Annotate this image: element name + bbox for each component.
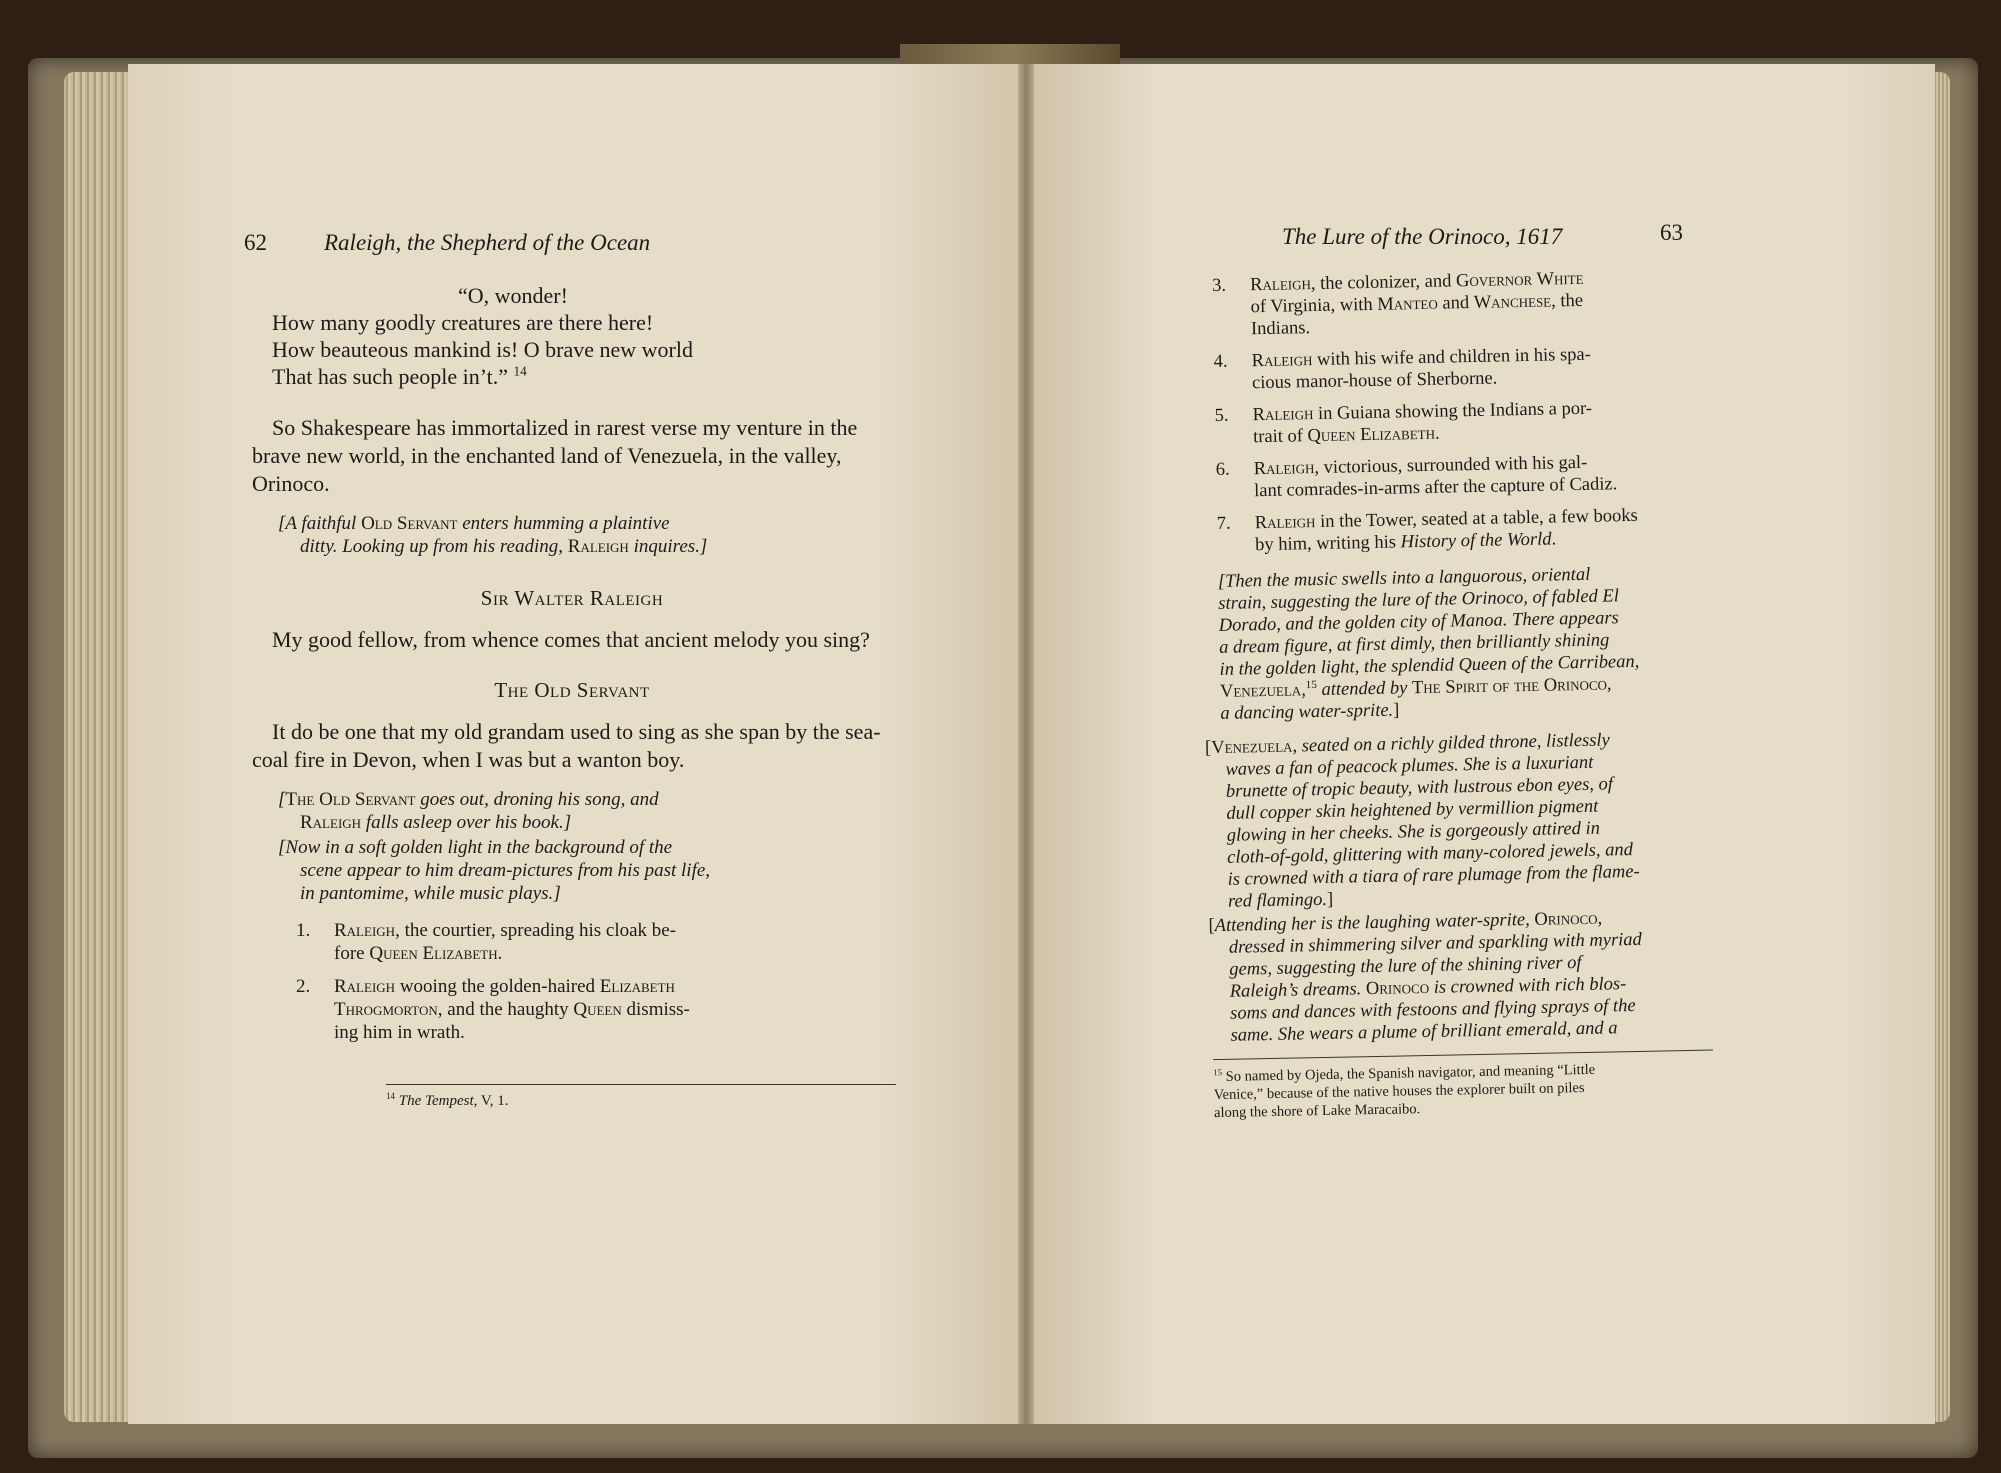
stage-direction: [Then the music swells into a languorous, oriental strain, suggesting the lure of the Orinoco, of fabled El Dorado, and the golden city of Manoa. There appears a dream figure, at first dimly, then brilliantly shining in the golden light, the splendid Queen of the Carribean, Venezuela,$^{15}$ attended by The Spirit of the Orinoco, a dancing water-sprite.] <box>1217 564 1640 724</box>
book-gutter <box>1018 64 1034 1424</box>
footnote: $^{15}$ So named by Ojeda, the Spanish navigator, and meaning “Little Venice,” because of the native houses the explorer built on piles along the shore of Lake Maracaibo. <box>1213 1061 1596 1122</box>
scene-list <box>252 919 892 1044</box>
poem-line: That has such people in’t.” $^{14}$ <box>272 363 527 389</box>
poem-quote <box>272 282 892 390</box>
paragraph: My good fellow, from whence comes that ancient melody you sing? <box>272 627 870 652</box>
paragraph: So Shakespeare has immortalized in rarest verse my venture in the brave new world, in the enchanted land of Venezuela, in the valley, Orinoco. <box>252 415 858 496</box>
poem-line: How many goodly creatures are there here! <box>272 310 654 335</box>
left-page-number: 62 <box>244 230 267 255</box>
right-page-body <box>1204 266 1708 1122</box>
list-item: 6. Raleigh, victorious, surrounded with his gal- lant comrades-in-arms after the capture of Cadiz. <box>1215 452 1618 502</box>
poem-line: How beauteous mankind is! O brave new world <box>272 337 693 362</box>
right-page-number: 63 <box>1660 220 1683 245</box>
footnote-ref: 14 <box>513 363 527 379</box>
list-item: 7. Raleigh in the Tower, seated at a table, a few books by him, writing his History of the World. <box>1216 505 1638 556</box>
footnote: $^{14}$ The Tempest, V, 1. <box>386 1091 509 1109</box>
list-item: 2. Raleigh wooing the golden-haired Elizabeth Throgmorton, and the haughty Queen dismiss- ing him in wrath. <box>296 976 690 1043</box>
stage-direction: [The Old Servant goes out, droning his song, and Raleigh falls asleep over his book.] <box>278 789 659 833</box>
poem-line: “O, wonder! <box>458 283 568 308</box>
footnote-divider <box>386 1084 896 1085</box>
book-spine <box>900 44 1120 66</box>
stage-direction: [A faithful Old Servant enters humming a plaintive ditty. Looking up from his reading, Raleigh inquires.] <box>278 513 708 557</box>
left-page-body <box>252 282 892 1044</box>
left-header-title: Raleigh, the Shepherd of the Ocean <box>324 230 651 255</box>
scene-list <box>1212 266 1697 557</box>
list-item: 3. Raleigh, the colonizer, and Governor White of Virginia, with Manteo and Wanchese, the Indians. <box>1212 268 1584 340</box>
right-header-title: The Lure of the Orinoco, 1617 <box>1282 224 1563 249</box>
stage-direction: [Venezuela, seated on a richly gilded throne, listlessly waves a fan of peacock plumes. She is a luxuriant brunette of tropic beauty, with lustrous ebon eyes, of dull copper skin heightened by vermillion pigment glowing in her cheeks. She is gorgeously attired in cloth-of-gold, glittering with many-colored jewels, and is crowned with a tiara of rare plumage from the flame- red flamingo.] <box>1204 730 1640 912</box>
list-item: 1. Raleigh, the courtier, spreading his cloak be- fore Queen Elizabeth. <box>296 920 677 964</box>
footnote-divider <box>1213 1050 1713 1061</box>
list-item: 5. Raleigh in Guiana showing the Indians a por- trait of Queen Elizabeth. <box>1214 398 1593 448</box>
stage-direction: [Now in a soft golden light in the background of the scene appear to him dream-pictures from his past life, in pantomime, while music plays.] <box>278 837 711 904</box>
list-item: 4. Raleigh with his wife and children in his spa- cious manor-house of Sherborne. <box>1213 344 1591 394</box>
stage-direction: [Attending her is the laughing water-sprite, Orinoco, dressed in shimmering silver and sparkling with myriad gems, suggesting the lure of the shining river of Raleigh’s dreams. Orinoco is crowned with rich blos- soms and dances with festoons and flying sprays of the same. She wears a plume of brilliant emerald, and a <box>1208 908 1643 1046</box>
paragraph: It do be one that my old grandam used to sing as she span by the sea-coal fire in Devon, when I was but a wanton boy. <box>252 719 881 772</box>
speaker-name: Sir Walter Raleigh <box>480 586 664 610</box>
speaker-name: The Old Servant <box>494 678 650 702</box>
